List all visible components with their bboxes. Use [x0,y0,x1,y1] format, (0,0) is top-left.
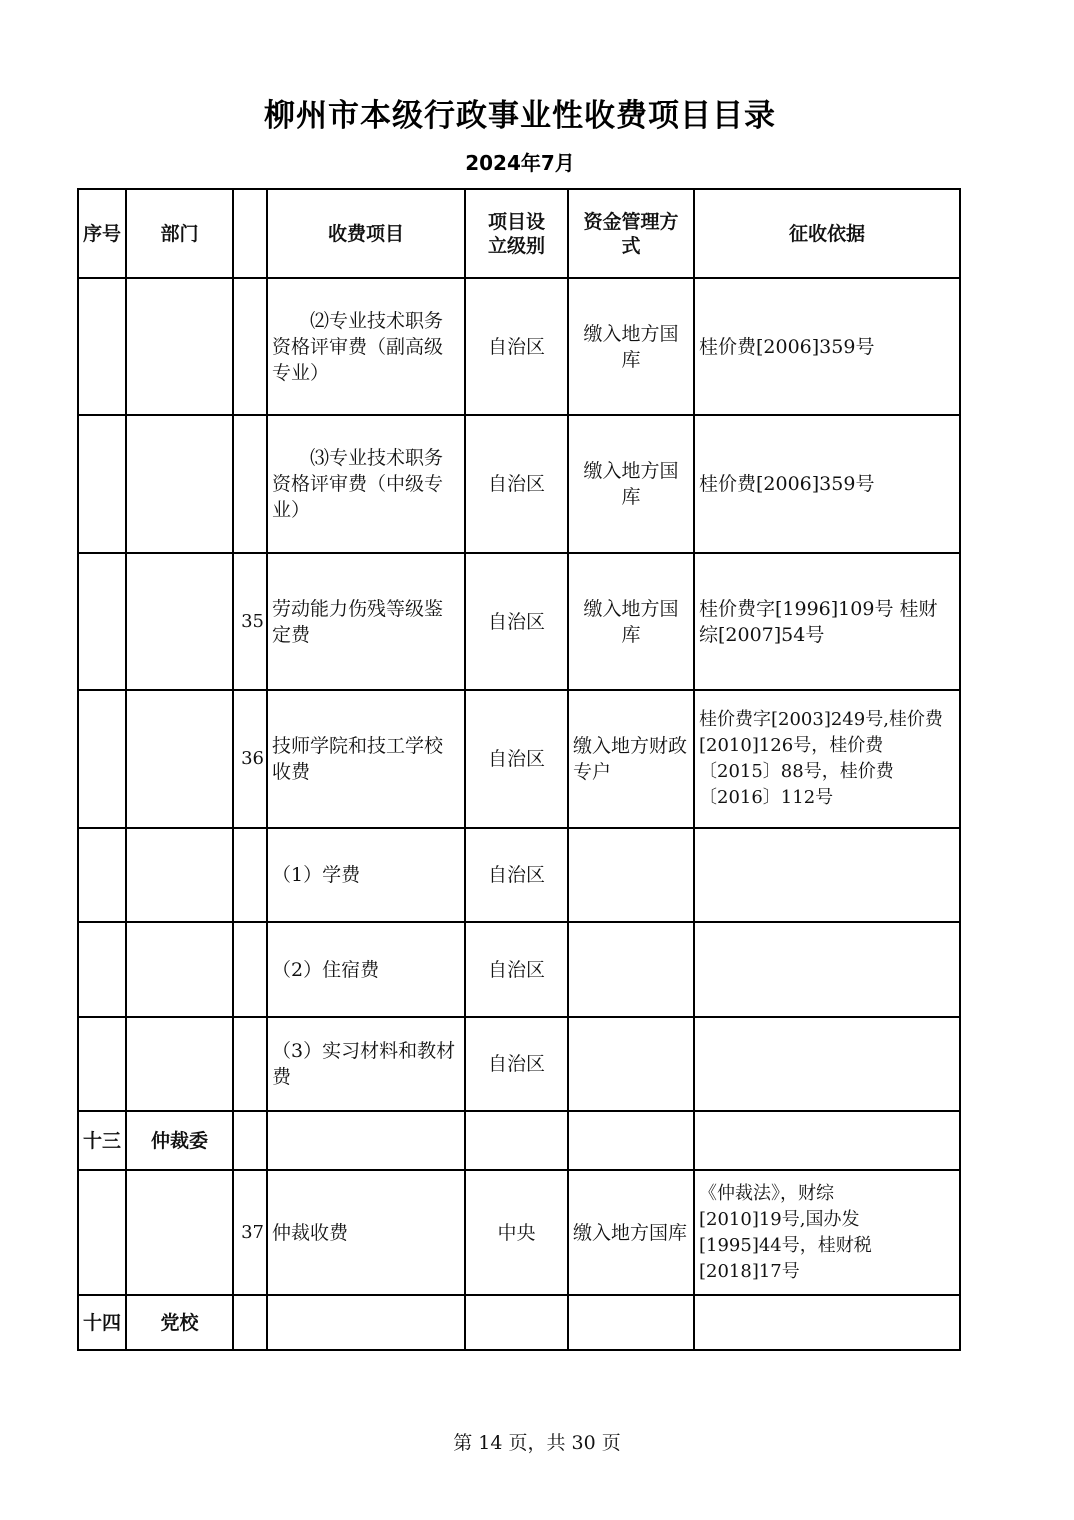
cell-level: 自治区 [465,415,568,553]
header-seq: 序号 [78,189,126,278]
cell-seq [78,690,126,828]
cell-seq [78,922,126,1017]
cell-dept [126,828,233,922]
table-row [78,415,960,553]
cell-item: （2）住宿费 [267,922,465,1017]
cell-num [233,415,267,553]
fee-table [77,188,961,1351]
table-row [78,828,960,922]
cell-basis: 桂价费字[2003]249号,桂价费[2010]126号，桂价费〔2015〕88号，桂价费〔2016〕112号 [694,690,960,828]
cell-seq [78,278,126,415]
cell-level: 自治区 [465,922,568,1017]
cell-seq: 十四 [78,1295,126,1350]
cell-item: （3）实习材料和教材费 [267,1017,465,1111]
cell-item: 劳动能力伤残等级鉴定费 [267,553,465,690]
cell-dept: 党校 [126,1295,233,1350]
cell-basis: 桂价费[2006]359号 [694,278,960,415]
cell-seq [78,415,126,553]
page-title: 柳州市本级行政事业性收费项目目录 [264,98,776,134]
cell-dept [126,415,233,553]
cell-dept [126,1017,233,1111]
cell-seq [78,1170,126,1295]
cell-fund [568,1295,694,1350]
cell-num: 35 [233,553,267,690]
table-row [78,278,960,415]
cell-level [465,1295,568,1350]
cell-dept [126,922,233,1017]
cell-num [233,828,267,922]
header-level: 项目设立级别 [465,189,568,278]
table-row [78,922,960,1017]
cell-basis: 《仲裁法》，财综[2010]19号,国办发[1995]44号，桂财税[2018]17号 [694,1170,960,1295]
cell-dept [126,1170,233,1295]
cell-num [233,1111,267,1170]
cell-seq [78,828,126,922]
cell-level: 自治区 [465,553,568,690]
cell-level: 中央 [465,1170,568,1295]
cell-level: 自治区 [465,828,568,922]
header-num [233,189,267,278]
cell-fund [568,1111,694,1170]
header-basis: 征收依据 [694,189,960,278]
table-row-section [78,1295,960,1350]
cell-basis: 桂价费字[1996]109号 桂财综[2007]54号 [694,553,960,690]
cell-item-text: ⑵专业技术职务资格评审费（副高级专业） [272,309,444,384]
cell-num [233,278,267,415]
cell-seq [78,553,126,690]
cell-dept: 仲裁委 [126,1111,233,1170]
cell-dept [126,690,233,828]
cell-num: 36 [233,690,267,828]
cell-fund [568,922,694,1017]
cell-fund [568,828,694,922]
cell-seq: 十三 [78,1111,126,1170]
cell-num: 37 [233,1170,267,1295]
cell-item: 仲裁收费 [267,1170,465,1295]
cell-item [267,278,465,415]
cell-item: 技师学院和技工学校收费 [267,690,465,828]
cell-fund: 缴入地方国库 [568,553,694,690]
page-subtitle: 2024年7月 [465,151,575,175]
cell-basis [694,1295,960,1350]
cell-basis [694,1017,960,1111]
table-row [78,1017,960,1111]
cell-fund: 缴入地方国库 [568,415,694,553]
cell-basis [694,1111,960,1170]
cell-dept [126,553,233,690]
table-row [78,1170,960,1295]
header-item: 收费项目 [267,189,465,278]
cell-level: 自治区 [465,690,568,828]
cell-item [267,1111,465,1170]
header-fund: 资金管理方式 [568,189,694,278]
table-row [78,690,960,828]
cell-basis [694,828,960,922]
cell-fund: 缴入地方财政专户 [568,690,694,828]
cell-item [267,415,465,553]
cell-dept [126,278,233,415]
cell-item-text: ⑶专业技术职务资格评审费（中级专业） [272,447,444,521]
cell-level: 自治区 [465,1017,568,1111]
cell-fund: 缴入地方国库 [568,278,694,415]
cell-level [465,1111,568,1170]
cell-fund [568,1017,694,1111]
page-footer: 第 14 页，共 30 页 [453,1432,621,1454]
cell-item [267,1295,465,1350]
cell-seq [78,1017,126,1111]
table-row-section [78,1111,960,1170]
cell-level: 自治区 [465,278,568,415]
cell-num [233,1017,267,1111]
cell-fund: 缴入地方国库 [568,1170,694,1295]
cell-num [233,1295,267,1350]
header-dept: 部门 [126,189,233,278]
cell-item: （1）学费 [267,828,465,922]
table-header-row [78,189,960,278]
cell-basis [694,922,960,1017]
table-row [78,553,960,690]
cell-basis: 桂价费[2006]359号 [694,415,960,553]
cell-num [233,922,267,1017]
